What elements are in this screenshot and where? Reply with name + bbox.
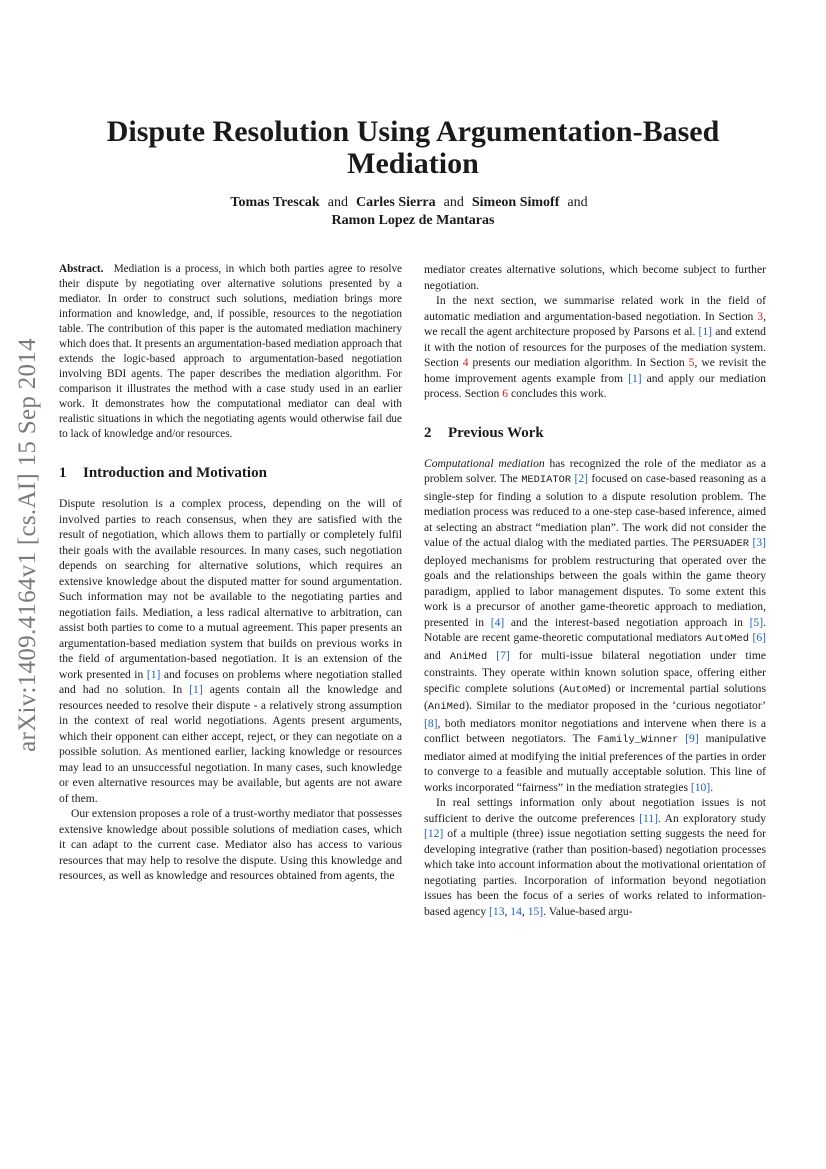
section-ref-6[interactable]: 6 [502, 387, 509, 400]
section-1-paragraph-3 [424, 293, 766, 402]
citation-6[interactable]: [6] [752, 631, 766, 644]
author-3: Simeon Simoff [471, 195, 560, 210]
author-4: Ramon Lopez de Mantaras [331, 213, 495, 228]
s2-p2-text-c: of a multiple (three) issue negotiation setting suggests the need for developing integrative (rather than position-based) negotiation processes which take into account information about the motivational orientation of negotiating parties. Incorporation of information beyond negotiation issues has been the focus of a series of works related to information-based agency [424, 827, 766, 918]
author-1: Tomas Trescak [230, 195, 320, 210]
citation-1[interactable]: [1] [189, 683, 203, 696]
s2-p1-text-h: ) or incremental partial solutions ( [424, 681, 766, 712]
animed-system-name: AniMed [449, 650, 488, 663]
family-winner-system-name: Family_Winner [597, 734, 679, 746]
citation-10[interactable]: [10] [690, 780, 711, 794]
author-2: Carles Sierra [355, 195, 436, 210]
paper-title: Dispute Resolution Using Argumentation-Based Mediation [106, 115, 720, 180]
section-ref-4[interactable]: 4 [462, 356, 469, 369]
citation-14[interactable]: 14 [510, 904, 522, 918]
s1-p3-text-b: , we recall the agent architecture proposed by Parsons et al. [424, 309, 766, 338]
section-1-paragraph-1 [59, 496, 402, 806]
abstract-label: Abstract. [59, 263, 104, 275]
s2-p1-text-j: , both mediators monitor negotiations and intervene when there is a conflict between negotiators. The [424, 716, 766, 745]
s2-p2-text-b: . An exploratory study [658, 811, 767, 825]
author-and-3: and [567, 195, 588, 210]
section-1-heading [59, 464, 402, 482]
arxiv-sidebar [8, 270, 48, 820]
citation-7[interactable]: [7] [496, 648, 510, 662]
s2-p2-text-d: . Value-based argu- [543, 904, 633, 918]
citation-9[interactable]: [9] [685, 732, 699, 745]
citation-13[interactable]: [13 [489, 904, 505, 918]
citation-4[interactable]: [4] [490, 615, 505, 629]
mediator-system-name: MEDIATOR [521, 474, 572, 486]
section-1-paragraph-2: Our extension proposes a role of a trust-worthy mediator that possesses extensive knowledge about possible solutions of mediation cases, which it can adapt to the current case. Mediator also has access to various resources that may help to resolve the dispute. Using this knowledge and resources, as well as knowledge and resources obtained from agents, the [59, 807, 402, 882]
s2-p1-text-b: focused on case-based reasoning as a single-step for finding a solution to a dispute resolution problem. The mediation process was reduced to a one-step case-based inference, aimed at selecting an abstract “mediation plan”. The work did not consider the value of the actual dialog with the mediated parties. The [424, 472, 767, 549]
s2-p1-text-g: for multi-issue bilateral negotiation under time constraints. They operate within known solution space, offering either specific complete solutions ( [424, 648, 766, 695]
section-2-heading [424, 424, 766, 442]
left-column [59, 262, 402, 884]
citation-12[interactable]: [12] [424, 827, 444, 840]
s1-p1-text-a: Dispute resolution is a complex process, depending on the will of involved parties to reach consensus, when they are satisfied with the result of negotiation, which allows them to partially or completely fulfil their goals with the available resources. In many cases, such negotiation depends on searching for alternative solutions, which requires an extensive knowledge about the disputed matter for sound argumentation. Such information may not be available to the negotiating parties and negotiation fails. Mediation, a less radical alternative to arbitration, can assist both parties to come to a mutual agreement. This paper presents an argumentation-based mediation system that builds on previous works in the field of argumentation-based negotiation. It is an extension of the work presented in [59, 497, 402, 681]
section-1-number: 1 [59, 465, 67, 481]
citation-8[interactable]: [8] [424, 716, 438, 730]
citation-5[interactable]: [5] [749, 615, 764, 629]
section-2-paragraph-1 [424, 456, 766, 796]
s2-p1-text-l: . [710, 780, 714, 794]
abstract [59, 262, 402, 442]
citation-2[interactable]: [2] [574, 472, 588, 485]
abstract-text: Mediation is a process, in which both parties agree to resolve their dispute by negotiating over alternative solutions presented by a mediator. In order to construct such solutions, mediation brings more information and knowledge, and, if possible, resources to the negotiation table. The contribution of this paper is the automated mediation machinery which does that. It presents an argumentation-based mediation approach that extends the logic-based approach to argumentation-based negotiation involving BDI agents. The paper describes the mediation algorithm. For comparison it illustrates the method with a case study used in an earlier work. It demonstrates how the computational mediator can deal with realistic situations in which the negotiating agents would otherwise fail due to lack of knowledge and/or resources. [59, 263, 402, 440]
section-ref-3[interactable]: 3 [757, 309, 764, 323]
citation-15[interactable]: 15] [527, 904, 544, 918]
persuader-system-name: PERSUADER [692, 538, 750, 550]
author-and-2: and [443, 195, 464, 210]
citation-11[interactable]: [11] [639, 811, 658, 825]
author-and-1: and [327, 195, 348, 210]
citation-1[interactable]: [1] [698, 325, 713, 338]
s1-p3-text-g: concludes this work. [508, 387, 607, 400]
s1-p3-text-a: In the next section, we summarise related work in the field of automatic mediation and argumentation-based negotiation. In Section [424, 294, 766, 323]
automed-system-name: AutoMed [563, 683, 607, 696]
citation-3[interactable]: [3] [752, 536, 767, 549]
right-column [424, 262, 766, 919]
s2-p1-text-c: deployed mechanisms for problem restructuring that operated over the goals and the relationships between the goals within the game theory paradigm, applied to labor management disputes. To some extent this work is a precursor of another game-theoretic approach to mediation, presented in [424, 553, 766, 629]
computational-mediation-term: Computational mediation [424, 456, 545, 470]
s1-p3-text-e: , we revisit the home improvement agents example from [424, 356, 766, 385]
animed-system-name: AniMed [427, 701, 466, 713]
automed-system-name: AutoMed [705, 633, 750, 645]
author-list [50, 194, 776, 230]
s2-p2-text-a: In real settings information only about negotiation issues is not sufficient to derive the outcome preferences [424, 796, 766, 825]
s2-p1-text-i: ). Similar to the mediator proposed in the ‘curious negotiator’ [465, 699, 766, 712]
s1-p3-text-d: presents our mediation algorithm. In Section [468, 356, 689, 369]
s1-p1-text-c: agents contain all the knowledge and resources needed to resolve their dispute - a relatively strong assumption in the context of real world negotiations. Agents present arguments, which their opponent can either accept, reject, or they can negotiate on a possible solution. As mentioned earlier, lacking knowledge or resources may lead to an unsuccessful negotiation. In many cases, such knowledge or even alternative resources may be available, but agents are not aware of them. [59, 683, 403, 805]
s1-p1-text-b: and focuses on problems where negotiation stalled and had no solution. In [59, 667, 402, 696]
s2-p1-text-e: . Notable are recent game-theoretic computational mediators [424, 615, 766, 644]
s2-p1-text-f: and [424, 648, 450, 662]
s1-p3-text-c: and extend it with the notion of resources for the purposes of the mediation system. Section [424, 325, 766, 369]
arxiv-identifier: arXiv:1409.4164v1 [cs.AI] 15 Sep 2014 [14, 338, 41, 752]
citation-1[interactable]: [1] [146, 667, 161, 681]
s1-p3-text-f: and apply our mediation process. Section [424, 371, 766, 400]
section-ref-5[interactable]: 5 [688, 356, 695, 369]
s2-p1-text-k: manipulative mediator aimed at modifying the initial preferences of the parties in order to converge to a feasible and mutually acceptable solution. This line of works incorporated “fairness” in the mediation strategies [424, 732, 766, 794]
citation-1[interactable]: [1] [628, 371, 642, 385]
section-1-paragraph-2-continued: mediator creates alternative solutions, which become subject to further negotiation. [424, 263, 766, 292]
s2-p1-text-a: has recognized the role of the mediator as a problem solver. The [424, 456, 766, 485]
section-2-paragraph-2: In real settings information only about negotiation issues is not sufficient to derive the outcome preferences [11]. An exploratory study [12] of a multiple (three) issue negotiation setting suggests the need for developing integrative (rather than position-based) negotiation processes which take into account information about the motivational orientation of negotiating parties. Incorporation of information beyond negotiation issues has been the focus of a series of works related to information-based agency [13, 14, 15]. Value-based argu- [424, 796, 767, 918]
section-2-number: 2 [424, 424, 432, 441]
section-2-title: Previous Work [448, 424, 544, 441]
section-1-title: Introduction and Motivation [83, 465, 267, 481]
s2-p1-text-d: and the interest-based negotiation approach in [504, 615, 750, 629]
